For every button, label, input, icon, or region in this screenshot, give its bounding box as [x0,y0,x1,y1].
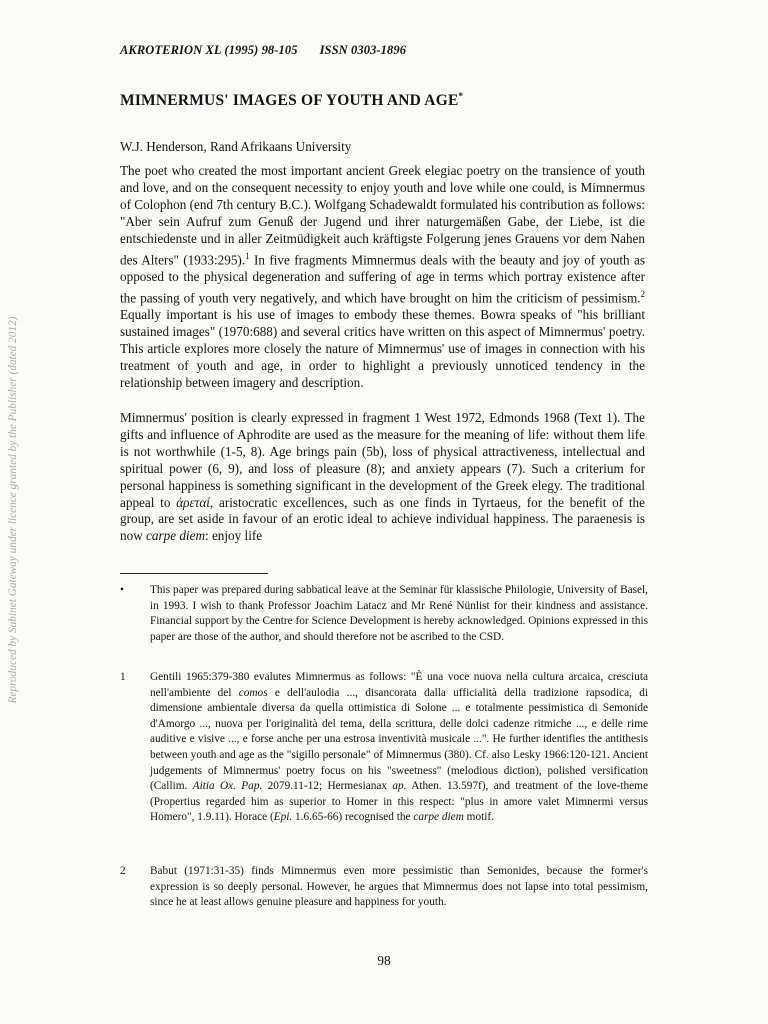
fn1-italic-1: comos [238,686,268,699]
footnote-star-text: This paper was prepared during sabbatical leave at the Seminar für klassische Philologie, University of Basel, in 1993. I wish to thank Professor Joachim Latacz and Mr René Nünlist for their kindness and assistance. Financial support by the Centre for Science Development is hereby acknowledged. Opinions expressed in this paper are those of the author, and should therefore not be ascribed to the CSD. [150,584,648,643]
body-paragraph-2 [120,410,645,545]
greek-word: ἀρεταί [176,494,210,510]
issn: ISSN 0303-1896 [319,43,407,57]
fn1-text-5: 1.6.65-66) recognised the [292,811,414,824]
footnote-ref-2: 2 [640,288,645,299]
footnote-2-text: Babut (1971:31-35) finds Mimnermus even more pessimistic than Semonides, because the former's expression is so deeply personal. However, he argues that Mimnermus does not lapse into total pessimism, since he at least allows genuine pleasure and happiness for youth. [150,865,648,909]
article-title-text: MIMNERMUS' IMAGES OF YOUTH AND AGE [120,92,459,110]
footnote-star [120,583,648,645]
footnote-1 [120,670,648,826]
carpe-diem-emphasis: carpe diem [146,528,205,544]
title-footnote-marker: * [458,91,464,101]
para1-text-1: The poet who created the most important ancient Greek elegiac poetry on the transience of youth and love, and on the consequent necessity to enjoy youth and love while one could, is Mimnermus of Colophon (end 7th century B.C.). Wolfgang Schadewaldt formulated his contribution as follows: "Aber sein Aufruf zum Genuß der Jugend und ihrer naturgemäßen Gabe, der Liebe, ist die entschiedenste und in aller Zeitmüdigkeit auch kräftigste Folgerung jenes Grauens vor dem Nahen des Alters" (1933:295). [120,163,646,267]
para1-text-2: In five fragments Mimnermus deals with the beauty and joy of youth as opposed to the physical degeneration and suffering of age in terms which portray existence after the passing of youth very negatively, and which have brought on him the criticism of pessimism. [120,251,645,306]
para2-text-2: , aristocratic excellences, such as one finds in Tyrtaeus, for the benefit of the group, are set aside in favour of an erotic ideal to achieve individual happiness. The paraenesis is now [120,494,645,544]
fn1-text-2: e dell'aulodia ..., disancorata dalla ufficialità della tradizione rapsodica, di dimensione ambientale diversa da quella ottimistica di Solone ... e totalmente pessimistica di Semonide d'Amorgo ..., nuova per l'originalità del tema, della scrittura, delle dolci cadenze ritmiche ..., e delle rime auditive e visive ..., e forse anche per una estrosa inventività musicale ...". He further identifies the antithesis between youth and age as the "sigillo personale" of Mimnermus (380). Cf. also Lesky 1966:120-121. Ancient judgements of Mimnermus' poetry focus on his "sweetness" (melodious diction), polished versification (Callim. [150,686,648,793]
fn1-text-3: 2079.11-12; Hermesianax [262,780,393,793]
footnote-1-marker: 1 [120,671,126,683]
footnote-2-marker: 2 [120,865,126,877]
fn1-text-4: Athen. 13.597f), and treatment of the love-theme (Propertius regarded him as superior to Homer in this respect: "plus in amore valet Mimnermi versus Homero", 1.9.11). Horace ( [150,780,648,824]
vertical-watermark: Reproduced by Sabinet Gateway under licence granted by the Publisher (dated 2012) [7,316,19,704]
article-title [120,91,463,110]
footnote-2 [120,864,648,911]
para2-text-1: Mimnermus' position is clearly expressed in fragment 1 West 1972, Edmonds 1968 (Text 1). The gifts and influence of Aphrodite are used as the measure for the meaning of life: without them life is not worthwhile (1-5, 8). Age brings pain (5b), loss of physical attractiveness, intellectual and spiritual power (6, 9), and loss of pleasure (8); and anxiety appears (7). Such a criterium for personal happiness is something significant in the development of the Greek elegy. The traditional appeal to [120,410,645,510]
fn1-italic-2: Aitia Ox. Pap. [192,780,263,793]
footnote-ref-1: 1 [245,250,250,261]
fn1-italic-4: Epi. [273,811,293,824]
journal-citation: AKROTERION XL (1995) 98-105 [120,43,298,57]
footnote-divider [120,573,268,574]
fn1-italic-3: ap. [392,780,407,793]
fn1-italic-5: carpe diem [413,811,464,824]
page-number: 98 [377,953,391,968]
para2-text-3: : enjoy life [204,528,263,544]
footnote-star-marker: • [120,584,124,596]
fn1-text-1: Gentili 1965:379-380 evalutes Mimnermus as follows: "È una voce nuova nella cultura arcaica, cresciuta nell'ambiente del [150,671,648,699]
para1-text-3: Equally important is his use of images to embody these themes. Bowra speaks of "his brilliant sustained images" (1970:688) and several critics have written on this aspect of Mimnermus' poetry. This article explores more closely the nature of Mimnermus' use of images in connection with his treatment of youth and age, in order to highlight a previously unnoticed tendency in the relationship between imagery and description. [120,307,645,390]
fn1-text-6: motif. [463,811,494,824]
journal-header [120,43,406,58]
author-line: W.J. Henderson, Rand Afrikaans University [120,139,352,154]
footnote-1-text [150,670,648,826]
body-paragraph-1 [120,163,645,392]
